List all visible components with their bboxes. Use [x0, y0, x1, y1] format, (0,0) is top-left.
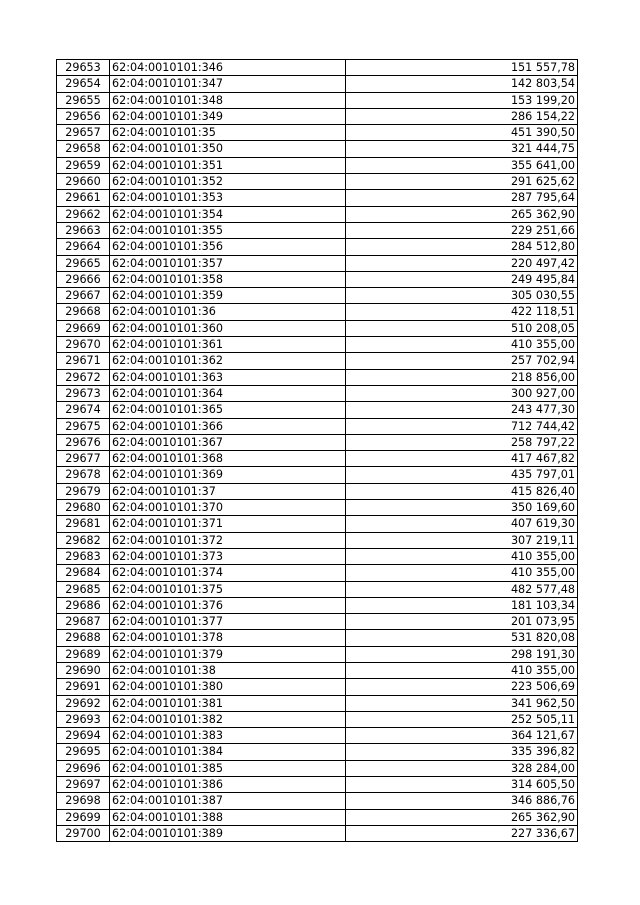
table-row — [57, 565, 578, 581]
row-number-cell: 29694 — [57, 728, 110, 744]
table-row — [57, 614, 578, 630]
cadastral-value-cell: 415 826,40 — [346, 483, 578, 499]
cadastral-number-cell: 62:04:0010101:378 — [110, 630, 346, 646]
cadastral-number-cell: 62:04:0010101:350 — [110, 141, 346, 157]
cadastral-number-cell: 62:04:0010101:352 — [110, 174, 346, 190]
table-row — [57, 222, 578, 238]
table-row — [57, 434, 578, 450]
row-number-cell: 29666 — [57, 271, 110, 287]
cadastral-value-cell: 531 820,08 — [346, 630, 578, 646]
table-body — [57, 60, 578, 842]
cadastral-number-cell: 62:04:0010101:379 — [110, 646, 346, 662]
cadastral-value-cell: 410 355,00 — [346, 565, 578, 581]
cadastral-number-cell: 62:04:0010101:363 — [110, 369, 346, 385]
row-number-cell: 29684 — [57, 565, 110, 581]
cadastral-number-cell: 62:04:0010101:371 — [110, 516, 346, 532]
row-number-cell: 29662 — [57, 206, 110, 222]
cadastral-value-cell: 227 336,67 — [346, 825, 578, 841]
row-number-cell: 29680 — [57, 500, 110, 516]
cadastral-value-cell: 223 506,69 — [346, 679, 578, 695]
row-number-cell: 29678 — [57, 467, 110, 483]
cadastral-value-cell: 422 118,51 — [346, 304, 578, 320]
cadastral-value-cell: 712 744,42 — [346, 418, 578, 434]
table-row — [57, 728, 578, 744]
cadastral-value-cell: 265 362,90 — [346, 809, 578, 825]
table-row — [57, 500, 578, 516]
cadastral-value-cell: 220 497,42 — [346, 255, 578, 271]
cadastral-number-cell: 62:04:0010101:385 — [110, 760, 346, 776]
cadastral-value-cell: 229 251,66 — [346, 222, 578, 238]
table-row — [57, 92, 578, 108]
table-row — [57, 532, 578, 548]
cadastral-value-cell: 265 362,90 — [346, 206, 578, 222]
row-number-cell: 29682 — [57, 532, 110, 548]
table-row — [57, 516, 578, 532]
cadastral-value-cell: 151 557,78 — [346, 60, 578, 76]
cadastral-value-cell: 153 199,20 — [346, 92, 578, 108]
table-row — [57, 825, 578, 841]
table-row — [57, 467, 578, 483]
cadastral-value-cell: 249 495,84 — [346, 271, 578, 287]
cadastral-value-cell: 410 355,00 — [346, 337, 578, 353]
table-row — [57, 548, 578, 564]
cadastral-number-cell: 62:04:0010101:362 — [110, 353, 346, 369]
table-row — [57, 190, 578, 206]
table-row — [57, 451, 578, 467]
cadastral-number-cell: 62:04:0010101:370 — [110, 500, 346, 516]
cadastral-number-cell: 62:04:0010101:358 — [110, 271, 346, 287]
table-row — [57, 141, 578, 157]
cadastral-number-cell: 62:04:0010101:367 — [110, 434, 346, 450]
row-number-cell: 29660 — [57, 174, 110, 190]
row-number-cell: 29695 — [57, 744, 110, 760]
cadastral-number-cell: 62:04:0010101:349 — [110, 108, 346, 124]
row-number-cell: 29670 — [57, 337, 110, 353]
cadastral-value-cell: 328 284,00 — [346, 760, 578, 776]
table-row — [57, 369, 578, 385]
table-row — [57, 239, 578, 255]
table-row — [57, 108, 578, 124]
table-row — [57, 418, 578, 434]
cadastral-value-cell: 243 477,30 — [346, 402, 578, 418]
cadastral-value-cell: 314 605,50 — [346, 777, 578, 793]
cadastral-number-cell: 62:04:0010101:356 — [110, 239, 346, 255]
row-number-cell: 29674 — [57, 402, 110, 418]
table-row — [57, 320, 578, 336]
row-number-cell: 29677 — [57, 451, 110, 467]
table-row — [57, 174, 578, 190]
cadastral-value-cell: 286 154,22 — [346, 108, 578, 124]
cadastral-value-cell: 287 795,64 — [346, 190, 578, 206]
cadastral-value-cell: 341 962,50 — [346, 695, 578, 711]
cadastral-value-cell: 321 444,75 — [346, 141, 578, 157]
cadastral-number-cell: 62:04:0010101:386 — [110, 777, 346, 793]
cadastral-number-cell: 62:04:0010101:368 — [110, 451, 346, 467]
cadastral-value-cell: 364 121,67 — [346, 728, 578, 744]
table-row — [57, 809, 578, 825]
cadastral-number-cell: 62:04:0010101:387 — [110, 793, 346, 809]
row-number-cell: 29658 — [57, 141, 110, 157]
cadastral-number-cell: 62:04:0010101:374 — [110, 565, 346, 581]
row-number-cell: 29663 — [57, 222, 110, 238]
row-number-cell: 29691 — [57, 679, 110, 695]
table-row — [57, 385, 578, 401]
cadastral-value-cell: 307 219,11 — [346, 532, 578, 548]
cadastral-number-cell: 62:04:0010101:355 — [110, 222, 346, 238]
cadastral-number-cell: 62:04:0010101:37 — [110, 483, 346, 499]
cadastral-number-cell: 62:04:0010101:376 — [110, 597, 346, 613]
table-row — [57, 744, 578, 760]
cadastral-value-cell: 181 103,34 — [346, 597, 578, 613]
cadastral-value-cell: 284 512,80 — [346, 239, 578, 255]
cadastral-number-cell: 62:04:0010101:384 — [110, 744, 346, 760]
table-row — [57, 60, 578, 76]
row-number-cell: 29667 — [57, 288, 110, 304]
cadastral-number-cell: 62:04:0010101:36 — [110, 304, 346, 320]
cadastral-value-cell: 417 467,82 — [346, 451, 578, 467]
row-number-cell: 29672 — [57, 369, 110, 385]
row-number-cell: 29690 — [57, 662, 110, 678]
row-number-cell: 29673 — [57, 385, 110, 401]
table-row — [57, 646, 578, 662]
cadastral-value-cell: 291 625,62 — [346, 174, 578, 190]
cadastral-number-cell: 62:04:0010101:373 — [110, 548, 346, 564]
cadastral-value-cell: 407 619,30 — [346, 516, 578, 532]
cadastral-number-cell: 62:04:0010101:357 — [110, 255, 346, 271]
cadastral-number-cell: 62:04:0010101:388 — [110, 809, 346, 825]
cadastral-number-cell: 62:04:0010101:347 — [110, 76, 346, 92]
cadastral-value-cell: 218 856,00 — [346, 369, 578, 385]
cadastral-number-cell: 62:04:0010101:360 — [110, 320, 346, 336]
cadastral-value-cell: 300 927,00 — [346, 385, 578, 401]
row-number-cell: 29686 — [57, 597, 110, 613]
cadastral-number-cell: 62:04:0010101:353 — [110, 190, 346, 206]
cadastral-value-cell: 298 191,30 — [346, 646, 578, 662]
row-number-cell: 29671 — [57, 353, 110, 369]
table-row — [57, 157, 578, 173]
row-number-cell: 29653 — [57, 60, 110, 76]
cadastral-number-cell: 62:04:0010101:377 — [110, 614, 346, 630]
row-number-cell: 29657 — [57, 125, 110, 141]
cadastral-number-cell: 62:04:0010101:35 — [110, 125, 346, 141]
cadastral-number-cell: 62:04:0010101:366 — [110, 418, 346, 434]
row-number-cell: 29681 — [57, 516, 110, 532]
cadastral-value-cell: 201 073,95 — [346, 614, 578, 630]
table-row — [57, 125, 578, 141]
cadastral-number-cell: 62:04:0010101:348 — [110, 92, 346, 108]
row-number-cell: 29689 — [57, 646, 110, 662]
cadastral-number-cell: 62:04:0010101:383 — [110, 728, 346, 744]
table-row — [57, 402, 578, 418]
cadastral-value-cell: 451 390,50 — [346, 125, 578, 141]
table-row — [57, 255, 578, 271]
row-number-cell: 29698 — [57, 793, 110, 809]
cadastral-value-cell: 410 355,00 — [346, 662, 578, 678]
cadastral-number-cell: 62:04:0010101:351 — [110, 157, 346, 173]
table-row — [57, 597, 578, 613]
row-number-cell: 29687 — [57, 614, 110, 630]
cadastral-number-cell: 62:04:0010101:381 — [110, 695, 346, 711]
cadastral-number-cell: 62:04:0010101:346 — [110, 60, 346, 76]
table-row — [57, 760, 578, 776]
table-row — [57, 483, 578, 499]
cadastral-value-table — [56, 59, 578, 842]
cadastral-number-cell: 62:04:0010101:375 — [110, 581, 346, 597]
row-number-cell: 29668 — [57, 304, 110, 320]
row-number-cell: 29665 — [57, 255, 110, 271]
cadastral-value-cell: 252 505,11 — [346, 711, 578, 727]
cadastral-value-cell: 258 797,22 — [346, 434, 578, 450]
table-row — [57, 353, 578, 369]
cadastral-value-cell: 335 396,82 — [346, 744, 578, 760]
cadastral-value-cell: 142 803,54 — [346, 76, 578, 92]
table-row — [57, 337, 578, 353]
table-row — [57, 695, 578, 711]
table-row — [57, 271, 578, 287]
row-number-cell: 29659 — [57, 157, 110, 173]
cadastral-number-cell: 62:04:0010101:382 — [110, 711, 346, 727]
cadastral-value-cell: 350 169,60 — [346, 500, 578, 516]
row-number-cell: 29679 — [57, 483, 110, 499]
row-number-cell: 29697 — [57, 777, 110, 793]
row-number-cell: 29685 — [57, 581, 110, 597]
row-number-cell: 29696 — [57, 760, 110, 776]
table-row — [57, 206, 578, 222]
cadastral-value-cell: 257 702,94 — [346, 353, 578, 369]
cadastral-value-cell: 346 886,76 — [346, 793, 578, 809]
row-number-cell: 29693 — [57, 711, 110, 727]
table-row — [57, 304, 578, 320]
row-number-cell: 29661 — [57, 190, 110, 206]
row-number-cell: 29655 — [57, 92, 110, 108]
row-number-cell: 29683 — [57, 548, 110, 564]
cadastral-value-cell: 355 641,00 — [346, 157, 578, 173]
table-row — [57, 581, 578, 597]
cadastral-value-cell: 435 797,01 — [346, 467, 578, 483]
cadastral-number-cell: 62:04:0010101:354 — [110, 206, 346, 222]
row-number-cell: 29688 — [57, 630, 110, 646]
table-row — [57, 662, 578, 678]
row-number-cell: 29656 — [57, 108, 110, 124]
cadastral-number-cell: 62:04:0010101:364 — [110, 385, 346, 401]
table-row — [57, 630, 578, 646]
row-number-cell: 29700 — [57, 825, 110, 841]
row-number-cell: 29669 — [57, 320, 110, 336]
cadastral-value-cell: 305 030,55 — [346, 288, 578, 304]
row-number-cell: 29675 — [57, 418, 110, 434]
cadastral-number-cell: 62:04:0010101:359 — [110, 288, 346, 304]
cadastral-value-cell: 410 355,00 — [346, 548, 578, 564]
table-row — [57, 777, 578, 793]
cadastral-number-cell: 62:04:0010101:389 — [110, 825, 346, 841]
row-number-cell: 29664 — [57, 239, 110, 255]
cadastral-number-cell: 62:04:0010101:380 — [110, 679, 346, 695]
cadastral-value-cell: 482 577,48 — [346, 581, 578, 597]
cadastral-number-cell: 62:04:0010101:372 — [110, 532, 346, 548]
cadastral-number-cell: 62:04:0010101:365 — [110, 402, 346, 418]
table-row — [57, 679, 578, 695]
row-number-cell: 29676 — [57, 434, 110, 450]
row-number-cell: 29692 — [57, 695, 110, 711]
table-row — [57, 288, 578, 304]
row-number-cell: 29654 — [57, 76, 110, 92]
cadastral-number-cell: 62:04:0010101:369 — [110, 467, 346, 483]
cadastral-number-cell: 62:04:0010101:361 — [110, 337, 346, 353]
cadastral-number-cell: 62:04:0010101:38 — [110, 662, 346, 678]
cadastral-value-cell: 510 208,05 — [346, 320, 578, 336]
row-number-cell: 29699 — [57, 809, 110, 825]
table-row — [57, 76, 578, 92]
table-row — [57, 793, 578, 809]
table-row — [57, 711, 578, 727]
